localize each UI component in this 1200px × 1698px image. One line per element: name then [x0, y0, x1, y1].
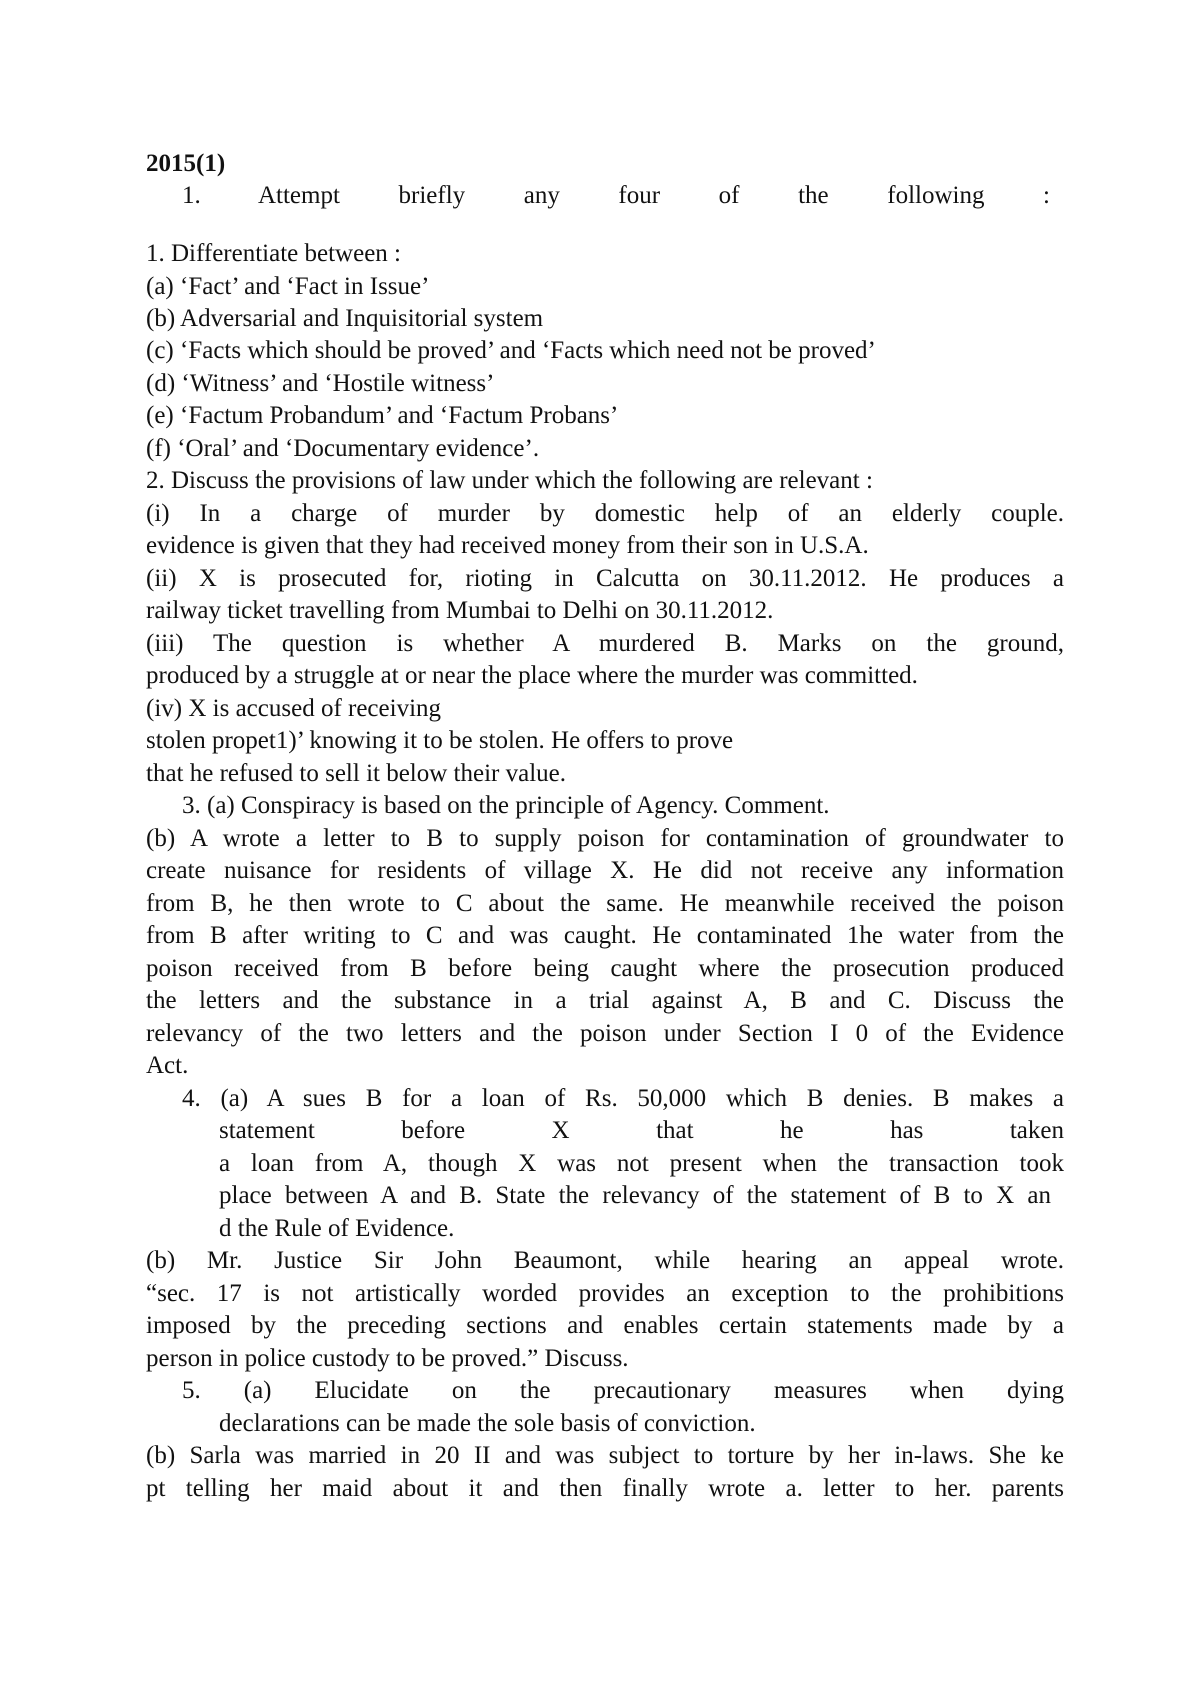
- question-3a: 3. (a) Conspiracy is based on the principle of Agency. Comment.: [182, 792, 830, 819]
- question-1c: (c) ‘Facts which should be proved’ and ‘Facts which need not be proved’: [146, 337, 876, 364]
- question-4a-line: 4. (a) A sues B for a loan of Rs. 50,000 which B denies. B makes a: [182, 1085, 1064, 1112]
- question-1d: (d) ‘Witness’ and ‘Hostile witness’: [146, 370, 495, 397]
- question-4b-line: imposed by the preceding sections and enables certain statements made by a: [146, 1312, 1064, 1339]
- question-1f: (f) ‘Oral’ and ‘Documentary evidence’.: [146, 435, 540, 462]
- question-4a-line: d the Rule of Evidence.: [219, 1215, 455, 1242]
- question-3b-line: Act.: [146, 1052, 189, 1079]
- question-2-line: railway ticket travelling from Mumbai to Delhi on 30.11.2012.: [146, 597, 774, 624]
- question-1b: (b) Adversarial and Inquisitorial system: [146, 305, 544, 332]
- question-instruction: 1. Attempt briefly any four of the following :: [182, 182, 1050, 209]
- question-2-line: stolen propet1)’ knowing it to be stolen. He offers to prove: [146, 727, 734, 754]
- question-2-line: that he refused to sell it below their value.: [146, 760, 567, 787]
- question-2-line: evidence is given that they had received money from their son in U.S.A.: [146, 532, 869, 559]
- question-2-line: produced by a struggle at or near the place where the murder was committed.: [146, 662, 918, 689]
- question-2-line: (iii) The question is whether A murdered B. Marks on the ground,: [146, 630, 1064, 657]
- question-2-line: (iv) X is accused of receiving: [146, 695, 442, 722]
- question-1e: (e) ‘Factum Probandum’ and ‘Factum Probans’: [146, 402, 619, 429]
- question-3b-line: from B after writing to C and was caught. He contaminated 1he water from the: [146, 922, 1064, 949]
- question-3b-line: relevancy of the two letters and the poison under Section I 0 of the Evidence: [146, 1020, 1064, 1047]
- question-2-line: (i) In a charge of murder by domestic help of an elderly couple.: [146, 500, 1064, 527]
- question-1-title: 1. Differentiate between :: [146, 240, 401, 267]
- question-4a-line: statement before X that he has taken: [219, 1117, 1064, 1144]
- question-4a-line: place between A and B. State the relevancy of the statement of B to X an: [219, 1182, 1051, 1209]
- question-4b-line: “sec. 17 is not artistically worded provides an exception to the prohibitions: [146, 1280, 1064, 1307]
- question-5b-line: pt telling her maid about it and then finally wrote a. letter to her. parents: [146, 1475, 1064, 1502]
- question-4b-line: (b) Mr. Justice Sir John Beaumont, while hearing an appeal wrote.: [146, 1247, 1064, 1274]
- question-2-line: (ii) X is prosecuted for, rioting in Calcutta on 30.11.2012. He produces a: [146, 565, 1064, 592]
- question-3b-line: poison received from B before being caught where the prosecution produced: [146, 955, 1064, 982]
- question-5a-line: declarations can be made the sole basis of conviction.: [219, 1410, 756, 1437]
- question-5b-line: (b) Sarla was married in 20 II and was subject to torture by her in-laws. She ke: [146, 1442, 1064, 1469]
- question-2-title: 2. Discuss the provisions of law under which the following are relevant :: [146, 467, 873, 494]
- question-3b-line: (b) A wrote a letter to B to supply poison for contamination of groundwater to: [146, 825, 1064, 852]
- question-3b-line: from B, he then wrote to C about the same. He meanwhile received the poison: [146, 890, 1064, 917]
- question-4a-line: a loan from A, though X was not present when the transaction took: [219, 1150, 1064, 1177]
- question-3b-line: create nuisance for residents of village X. He did not receive any information: [146, 857, 1064, 884]
- question-4b-line: person in police custody to be proved.” Discuss.: [146, 1345, 629, 1372]
- document-heading: 2015(1): [146, 150, 226, 177]
- question-3b-line: the letters and the substance in a trial against A, B and C. Discuss the: [146, 987, 1064, 1014]
- question-1a: (a) ‘Fact’ and ‘Fact in Issue’: [146, 273, 430, 300]
- question-5a-line: 5. (a) Elucidate on the precautionary measures when dying: [182, 1377, 1064, 1404]
